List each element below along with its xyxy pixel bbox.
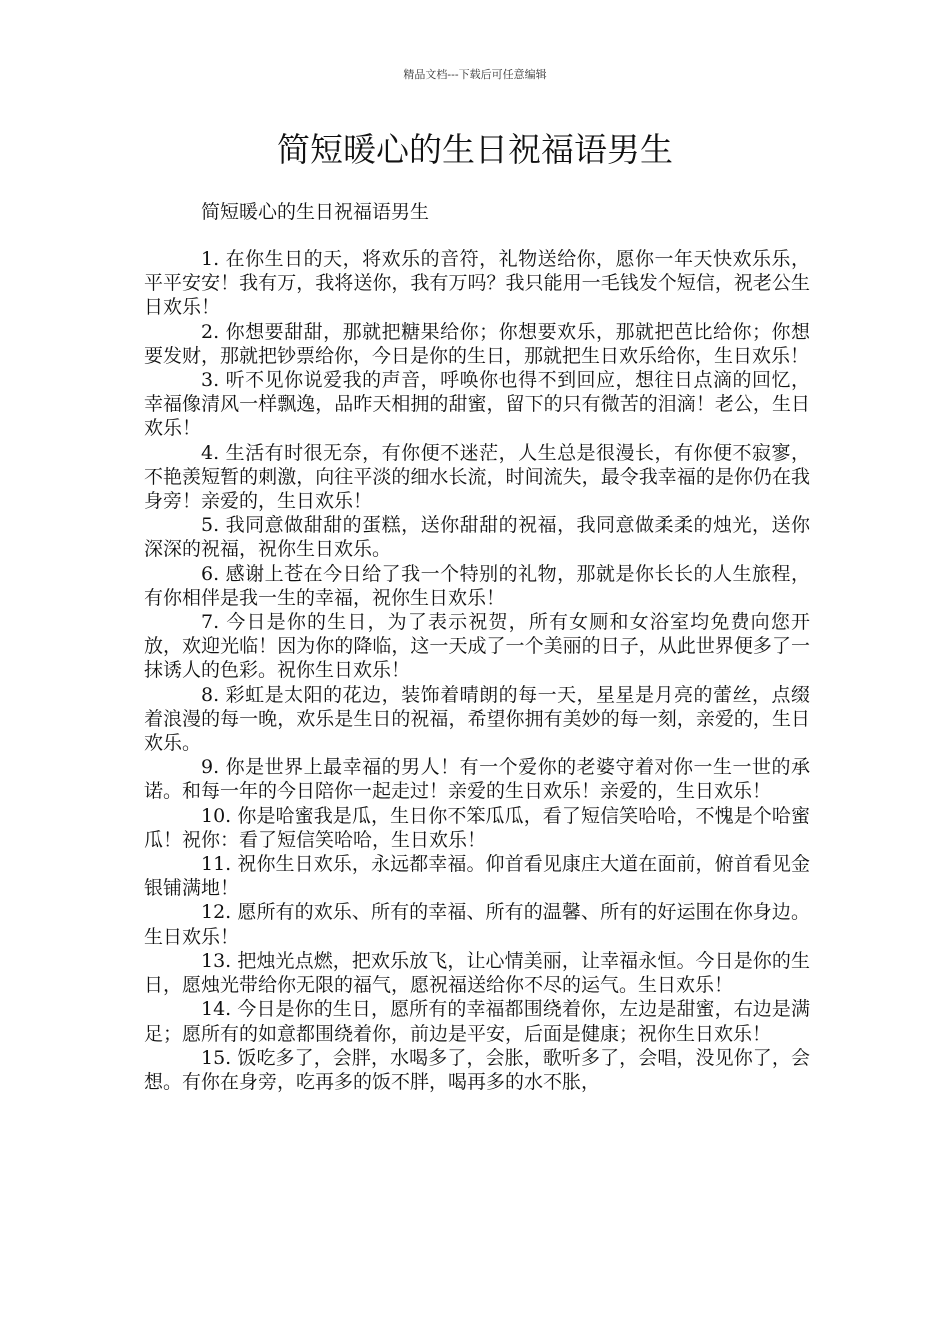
paragraph-11: 11. 祝你生日欢乐，永远都幸福。仰首看见康庄大道在面前，俯首看见金银铺满地！ [144,853,810,900]
paragraph-6: 6. 感谢上苍在今日给了我一个特别的礼物，那就是你长长的人生旅程，有你相伴是我一生的幸福，祝你生日欢乐！ [144,562,810,609]
document-title: 简短暖心的生日祝福语男生 [277,130,673,169]
document-subtitle: 简短暖心的生日祝福语男生 [201,201,430,223]
paragraph-12: 12. 愿所有的欢乐、所有的幸福、所有的温馨、所有的好运围在你身边。生日欢乐！ [144,901,810,948]
paragraph-14: 14. 今日是你的生日，愿所有的幸福都围绕着你，左边是甜蜜，右边是满足；愿所有的如意都围绕着你，前边是平安，后面是健康；祝你生日欢乐！ [144,998,810,1045]
paragraph-5: 5. 我同意做甜甜的蛋糕，送你甜甜的祝福，我同意做柔柔的烛光，送你深深的祝福，祝你生日欢乐。 [144,514,810,561]
paragraph-1: 1. 在你生日的天，将欢乐的音符，礼物送给你，愿你一年天快欢乐乐，平平安安！我有万，我将送你，我有万吗？我只能用一毛钱发个短信，祝老公生日欢乐！ [144,248,810,319]
document-body [144,247,810,1094]
paragraph-7: 7. 今日是你的生日，为了表示祝贺，所有女厕和女浴室均免费向您开放，欢迎光临！因为你的降临，这一天成了一个美丽的日子，从此世界便多了一抹诱人的色彩。祝你生日欢乐！ [144,611,810,682]
paragraph-10: 10. 你是哈蜜我是瓜，生日你不笨瓜瓜，看了短信笑哈哈，不愧是个哈蜜瓜！祝你：看了短信笑哈哈，生日欢乐！ [144,804,810,851]
paragraph-8: 8. 彩虹是太阳的花边，装饰着晴朗的每一天，星星是月亮的蕾丝，点缀着浪漫的每一晚，欢乐是生日的祝福，希望你拥有美妙的每一刻，亲爱的，生日欢乐。 [144,683,810,755]
paragraph-4: 4. 生活有时很无奈，有你便不迷茫，人生总是很漫长，有你便不寂寥，不艳羡短暂的刺激，向往平淡的细水长流，时间流失，最令我幸福的是你仍在我身旁！亲爱的，生日欢乐！ [144,441,810,513]
paragraph-15: 15. 饭吃多了，会胖，水喝多了，会胀，歌听多了，会唱，没见你了，会想。有你在身旁，吃再多的饭不胖，喝再多的水不胀， [144,1046,810,1093]
paragraph-2: 2. 你想要甜甜，那就把糖果给你；你想要欢乐，那就把芭比给你；你想要发财，那就把钞票给你，今日是你的生日，那就把生日欢乐给你，生日欢乐！ [144,320,810,367]
paragraph-3: 3. 听不见你说爱我的声音，呼唤你也得不到回应，想往日点滴的回忆，幸福像清风一样飘逸，品昨天相拥的甜蜜，留下的只有微苦的泪滴！老公，生日欢乐！ [144,369,810,440]
header-note: 精品文档---下载后可任意编辑 [403,68,547,81]
paragraph-9: 9. 你是世界上最幸福的男人！有一个爱你的老婆守着对你一生一世的承诺。和每一年的今日陪你一起走过！亲爱的生日欢乐！亲爱的，生日欢乐！ [144,756,810,803]
paragraph-13: 13. 把烛光点燃，把欢乐放飞，让心情美丽，让幸福永恒。今日是你的生日，愿烛光带给你无限的福气，愿祝福送给你不尽的运气。生日欢乐！ [144,949,810,997]
